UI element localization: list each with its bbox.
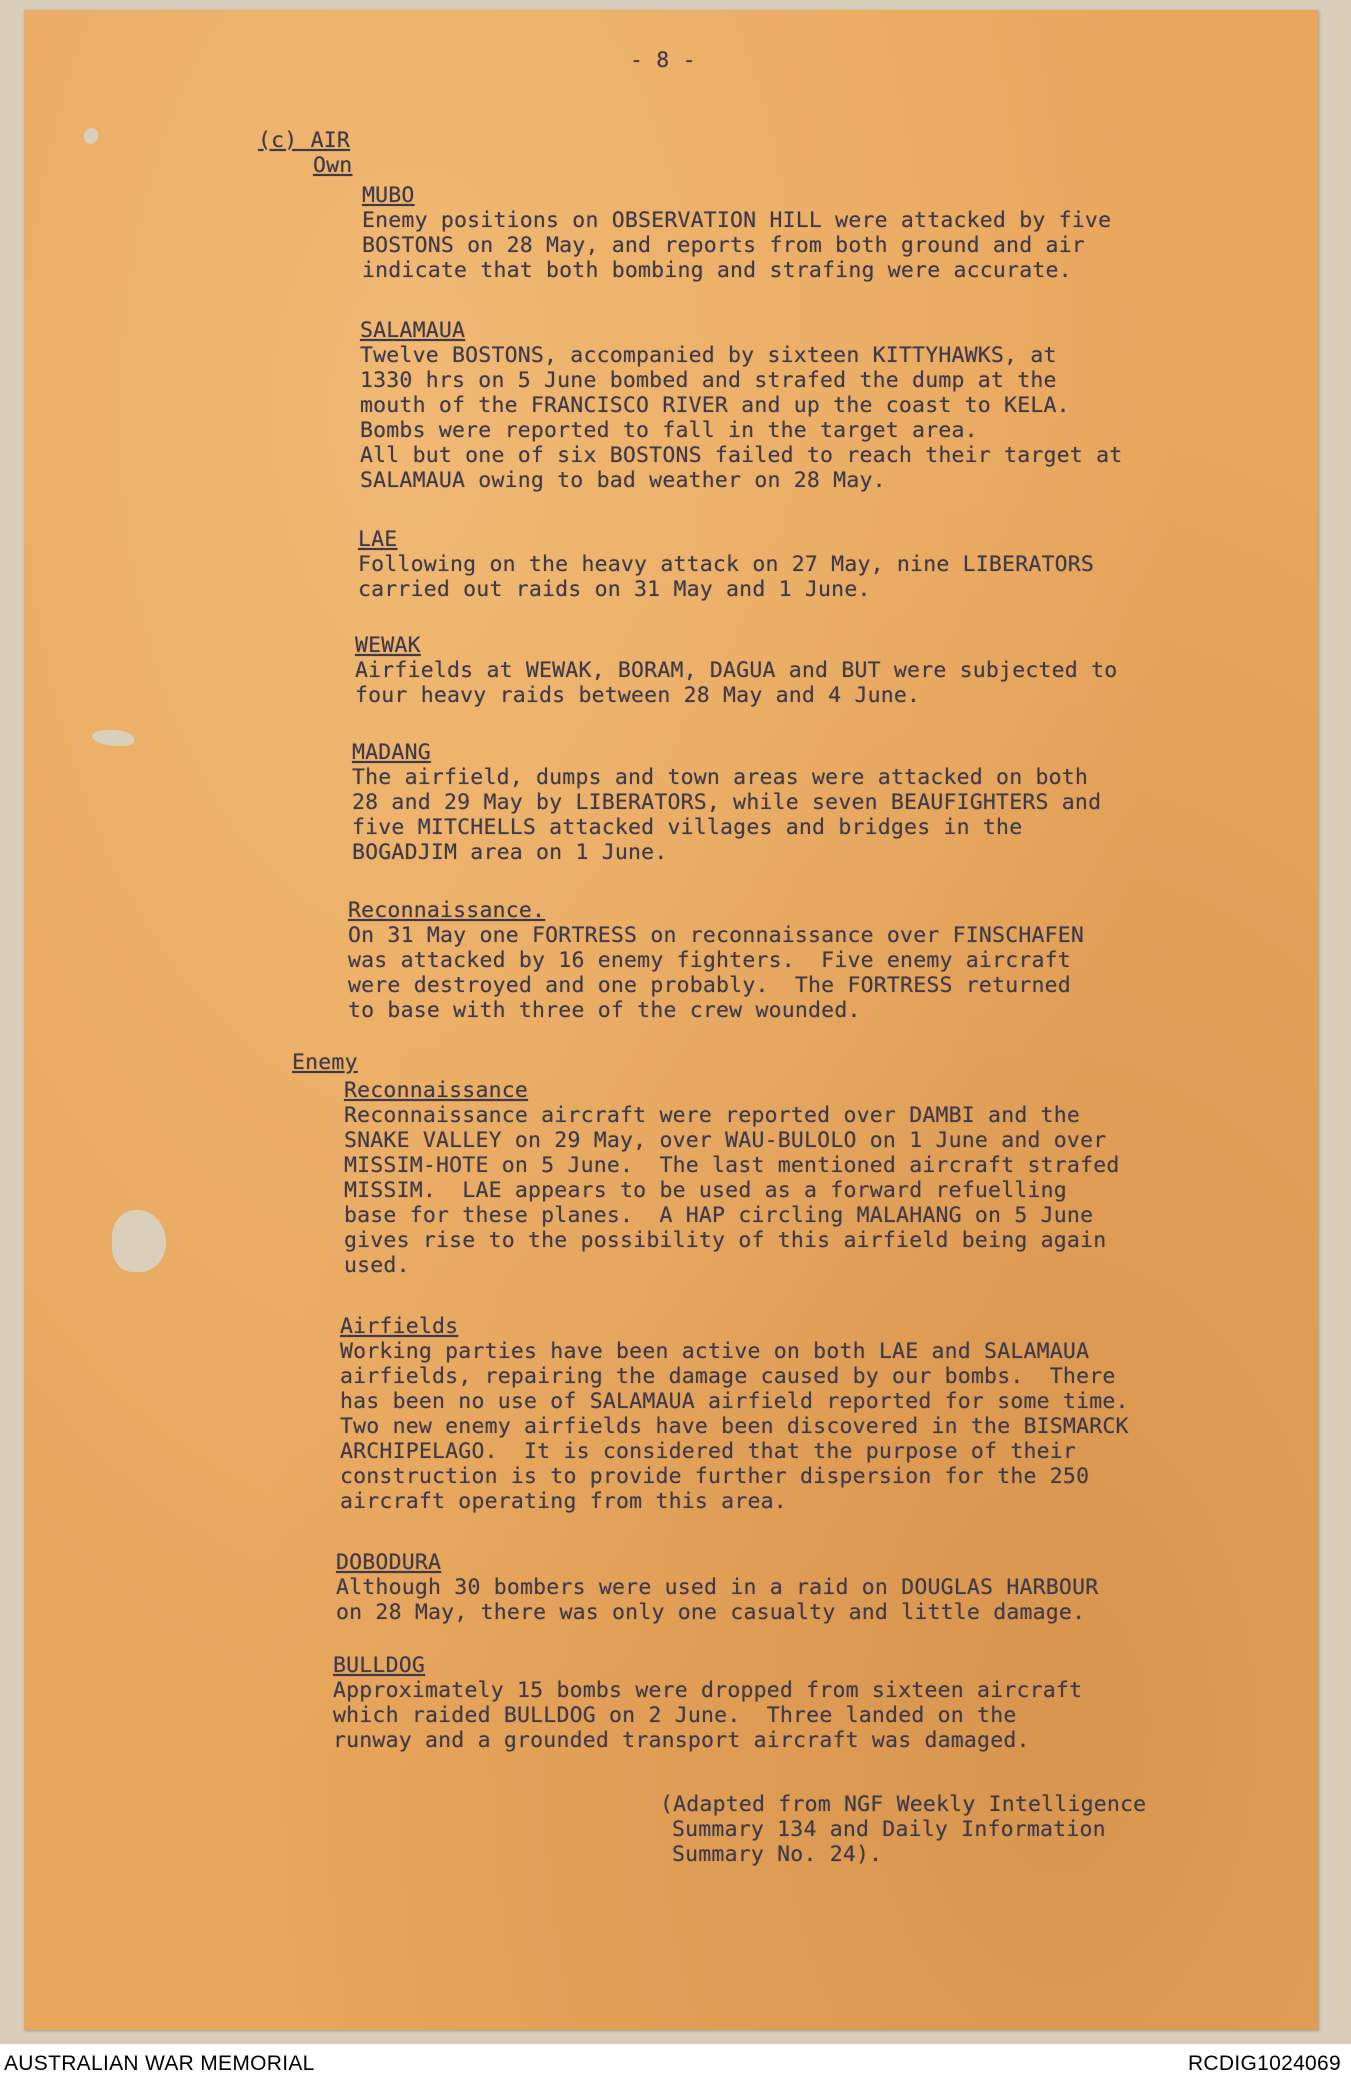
text-line: five MITCHELLS attacked villages and bridges in the <box>352 815 1023 840</box>
section-heading: MADANG <box>352 740 431 765</box>
text-line: 28 and 29 May by LIBERATORS, while seven BEAUFIGHTERS and <box>352 790 1102 815</box>
section-wewak <box>355 633 1117 708</box>
text-line: Following on the heavy attack on 27 May, nine LIBERATORS <box>358 552 1095 577</box>
section-heading: Airfields <box>340 1314 459 1339</box>
section-heading: Reconnaissance. <box>348 898 546 923</box>
paper-damage-mark <box>92 730 134 746</box>
text-line: All but one of six BOSTONS failed to reach their target at <box>360 443 1123 468</box>
text-line: carried out raids on 31 May and 1 June. <box>358 577 871 602</box>
section-mubo <box>362 183 1111 283</box>
section-salamaua <box>360 318 1122 493</box>
text-line: 1330 hrs on 5 June bombed and strafed the dump at the <box>360 368 1057 393</box>
text-line: to base with three of the crew wounded. <box>348 998 861 1023</box>
text-line: Airfields at WEWAK, BORAM, DAGUA and BUT were subjected to <box>355 658 1118 683</box>
text-line: Two new enemy airfields have been discovered in the BISMARCK <box>340 1414 1129 1439</box>
text-line: Twelve BOSTONS, accompanied by sixteen KITTYHAWKS, at <box>360 343 1057 368</box>
section-heading: LAE <box>358 527 398 552</box>
text-line: Approximately 15 bombs were dropped from sixteen aircraft <box>333 1678 1083 1703</box>
text-line: Bombs were reported to fall in the target area. <box>360 418 978 443</box>
section-heading: BULLDOG <box>333 1653 426 1678</box>
subheading-enemy: Enemy <box>292 1050 358 1075</box>
paper-hole <box>112 1210 166 1272</box>
section-heading: DOBODURA <box>336 1550 442 1575</box>
text-line: SNAKE VALLEY on 29 May, over WAU-BULOLO on 1 June and over <box>344 1128 1107 1153</box>
text-line: gives rise to the possibility of this airfield being again <box>344 1228 1107 1253</box>
text-line: BOSTONS on 28 May, and reports from both ground and air <box>362 233 1085 258</box>
footer-record-id: RCDIG1024069 <box>1187 2052 1341 2075</box>
text-line: were destroyed and one probably. The FORTRESS returned <box>348 973 1071 998</box>
section-heading: WEWAK <box>355 633 421 658</box>
text-line: was attacked by 16 enemy fighters. Five enemy aircraft <box>348 948 1071 973</box>
text-line: Reconnaissance aircraft were reported over DAMBI and the <box>344 1103 1081 1128</box>
text-line: indicate that both bombing and strafing were accurate. <box>362 258 1072 283</box>
text-line: on 28 May, there was only one casualty and little damage. <box>336 1600 1086 1625</box>
section-madang <box>352 740 1101 865</box>
text-line: runway and a grounded transport aircraft was damaged. <box>333 1728 1030 1753</box>
section-reconnaissance-own <box>348 898 1084 1023</box>
section-airfields <box>340 1314 1129 1514</box>
text-line: airfields, repairing the damage caused by our bombs. There <box>340 1364 1116 1389</box>
section-heading: SALAMAUA <box>360 318 466 343</box>
text-line: used. <box>344 1253 410 1278</box>
source-note <box>660 1792 1146 1867</box>
text-line: four heavy raids between 28 May and 4 June. <box>355 683 921 708</box>
text-line: has been no use of SALAMAUA airfield reported for some time. <box>340 1389 1129 1414</box>
text-line: MISSIM. LAE appears to be used as a forward refuelling <box>344 1178 1067 1203</box>
section-reconnaissance-enemy <box>344 1078 1120 1278</box>
text-line: On 31 May one FORTRESS on reconnaissance over FINSCHAFEN <box>348 923 1085 948</box>
section-lae <box>358 527 1094 602</box>
subheading-own: Own <box>313 153 353 178</box>
section-heading: Reconnaissance <box>344 1078 529 1103</box>
text-line: MISSIM-HOTE on 5 June. The last mentioned aircraft strafed <box>344 1153 1120 1178</box>
paper-damage-mark <box>84 128 98 144</box>
text-line: Summary 134 and Daily Information <box>672 1817 1106 1842</box>
text-line: base for these planes. A HAP circling MALAHANG on 5 June <box>344 1203 1094 1228</box>
text-line: construction is to provide further dispersion for the 250 <box>340 1464 1090 1489</box>
text-line: (Adapted from NGF Weekly Intelligence <box>660 1792 1147 1817</box>
section-bulldog <box>333 1653 1082 1753</box>
text-line: Working parties have been active on both LAE and SALAMAUA <box>340 1339 1090 1364</box>
footer-institution: AUSTRALIAN WAR MEMORIAL <box>4 2052 315 2075</box>
text-line: The airfield, dumps and town areas were attacked on both <box>352 765 1089 790</box>
text-line: aircraft operating from this area. <box>340 1489 787 1514</box>
text-line: Although 30 bombers were used in a raid on DOUGLAS HARBOUR <box>336 1575 1099 1600</box>
text-line: Enemy positions on OBSERVATION HILL were attacked by five <box>362 208 1112 233</box>
text-line: SALAMAUA owing to bad weather on 28 May. <box>360 468 886 493</box>
text-line: BOGADJIM area on 1 June. <box>352 840 668 865</box>
text-line: which raided BULLDOG on 2 June. Three landed on the <box>333 1703 1017 1728</box>
page-number: - 8 - <box>630 48 696 73</box>
section-heading-air: (c) AIR <box>258 128 351 153</box>
text-line: ARCHIPELAGO. It is considered that the purpose of their <box>340 1439 1077 1464</box>
section-heading: MUBO <box>362 183 415 208</box>
text-line: mouth of the FRANCISCO RIVER and up the coast to KELA. <box>360 393 1070 418</box>
text-line: Summary No. 24). <box>672 1842 883 1867</box>
section-dobodura <box>336 1550 1098 1625</box>
